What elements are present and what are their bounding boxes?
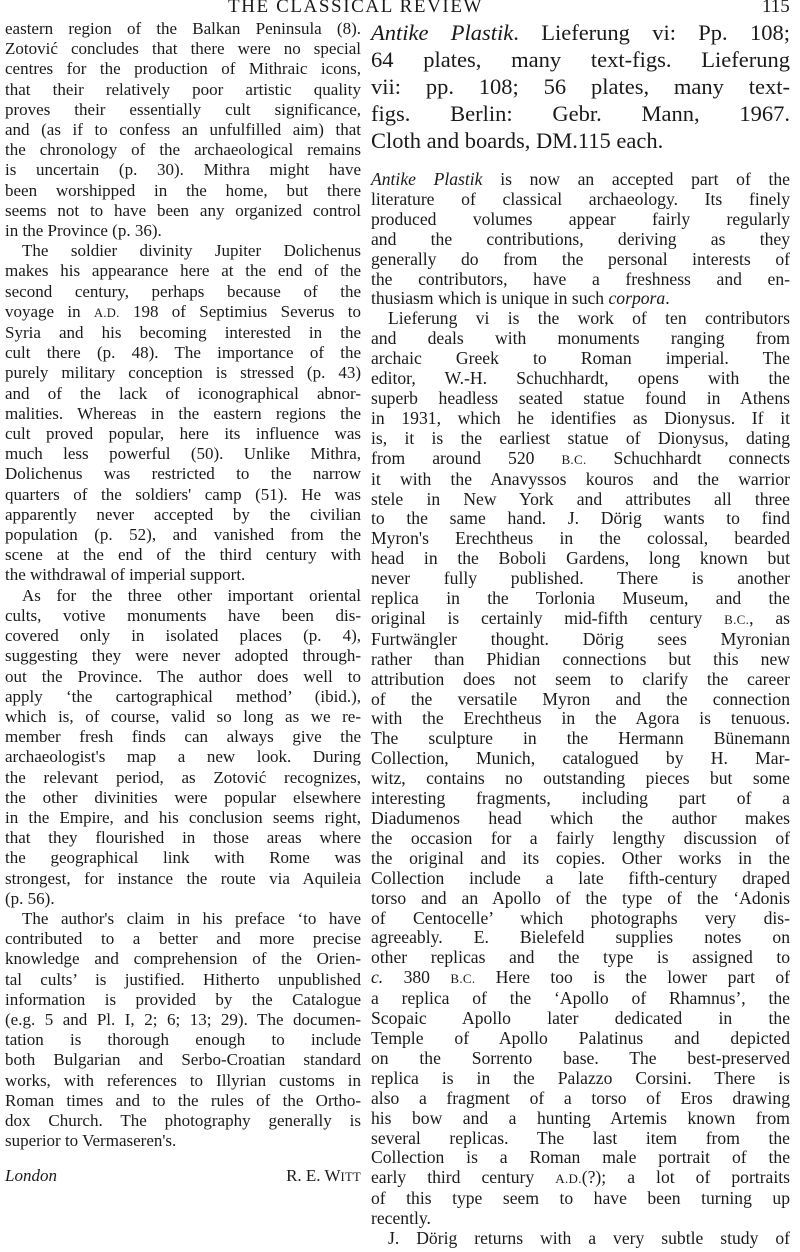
text-line: with the Erechtheus in the Agora is tenuous. — [371, 708, 790, 729]
text-line: purely military conception is stressed (p. 43) — [5, 363, 361, 383]
paragraph — [371, 1229, 790, 1249]
paragraph — [5, 241, 361, 585]
paragraph — [371, 170, 790, 309]
text-segment: . Lieferung vi: Pp. 108; — [513, 20, 790, 45]
text-segment: 198 of Septimius Severus to — [119, 301, 361, 321]
text-line — [371, 289, 790, 309]
text-line: quarters of the soldiers' camp (51). He was — [5, 484, 361, 504]
running-head — [0, 0, 800, 17]
text-line: Temple of Apollo Palatinus and depicted — [371, 1027, 790, 1048]
italic-text: corpora — [608, 288, 666, 309]
text-line: Collection is a Roman male portrait of the — [371, 1147, 790, 1168]
text-line: superior to Vermaseren's. — [5, 1131, 177, 1151]
text-segment: (?); a lot of portraits — [581, 1167, 790, 1188]
text-line: population (p. 52), and vanished from the — [5, 525, 361, 545]
text-segment: 380 — [383, 967, 451, 988]
small-caps-text: A.D. — [555, 1171, 582, 1187]
text-line — [371, 449, 790, 470]
text-line: which is, of course, valid so long as we re- — [5, 706, 361, 726]
text-line: in the Province (p. 36). — [5, 221, 162, 241]
text-line: the chronology of the archaeological remains — [5, 140, 361, 160]
text-line: that their relatively poor artistic quality — [5, 79, 361, 99]
text-line: Cloth and boards, DM.115 each. — [371, 128, 664, 153]
small-caps-text: B.C. — [724, 611, 750, 627]
text-line: apply ‘the cartographical method’ (ibid.), — [5, 686, 361, 706]
text-line: As for the three other important oriental — [22, 585, 361, 605]
text-line: stele in New York and attributes all three — [371, 488, 790, 509]
page-number: 115 — [762, 0, 790, 17]
text-line: (p. 56). — [5, 888, 55, 908]
text-line: the contributors, have a freshness and en- — [371, 268, 790, 289]
text-line: and of the lack of iconographical abnor- — [5, 383, 361, 403]
text-line: and (as if to confess an unfulfilled aim) that — [5, 120, 361, 140]
text-line: the other divinities were popular elsewhere — [5, 787, 361, 807]
text-segment: original is certainly mid-fifth century — [371, 607, 725, 628]
text-line: it with the Anavyssos kouros and the warrior — [371, 468, 790, 489]
text-line: several replicas. The last item from the — [371, 1127, 790, 1148]
text-line: head in the Boboli Gardens, long known but — [371, 548, 790, 569]
text-line — [371, 19, 790, 46]
text-line: Roman times and to the rules of the Ortho- — [5, 1090, 361, 1110]
italic-text: Antike Plastik — [371, 20, 514, 45]
text-line: knowledge and comprehension of the Orien- — [5, 949, 361, 969]
text-line: other replicas and the type is assigned to — [371, 947, 790, 968]
text-line: Myron's Erechtheus in the colossal, bearded — [371, 528, 790, 549]
text-line: both Bulgarian and Serbo-Croatian standard — [5, 1050, 361, 1070]
book-citation-heading — [371, 19, 790, 154]
text-line: attribution does not seem to clarify the career — [371, 668, 790, 689]
text-line: cult proved popular, here its influence was — [5, 424, 361, 444]
text-line: the occasion for a fairly lengthy discussion of — [371, 827, 790, 848]
text-segment: thusiasm which is unique in such — [371, 288, 609, 309]
text-segment: Here too is the lower part of — [475, 967, 791, 988]
text-line: in the Empire, and his conclusion seems right, — [5, 807, 361, 827]
text-line — [5, 302, 361, 323]
text-line: that they flourished in those areas where — [5, 828, 361, 848]
text-line: 64 plates, many text-figs. Lieferung — [371, 47, 790, 72]
text-segment: from around 520 — [371, 447, 562, 468]
text-line: vii: pp. 108; 56 plates, many text- — [371, 74, 790, 99]
text-line: tal cults’ is justified. Hitherto unpublished — [5, 969, 361, 989]
text-line: much less powerful (50). Unlike Mithra, — [5, 444, 361, 464]
text-line: Dolichenus was restricted to the narrow — [5, 464, 361, 484]
text-line: centres for the production of Mithraic icons, — [5, 59, 361, 79]
text-line: suggesting they were never adopted through- — [5, 646, 361, 666]
text-line: The sculpture in the Hermann Bünemann — [371, 728, 790, 749]
text-line: the relevant period, as Zotović recognizes, — [5, 767, 361, 787]
text-line: in 1931, which he identifies as Dionysus. If it — [371, 407, 790, 428]
text-segment: . — [665, 288, 670, 309]
text-line: Diadumenos head which the author makes — [371, 808, 790, 828]
text-line: of Centocelle’ which photographs very dis- — [371, 907, 790, 928]
text-line: rather than Phidian connections but this new — [371, 648, 790, 669]
text-line: Syria and his becoming interested in the — [5, 323, 361, 343]
text-line: the geographical link with Rome was — [5, 848, 361, 868]
text-segment: , as — [749, 607, 790, 628]
italic-text: c. — [371, 967, 384, 988]
text-line: of this type seem to have been turning up — [371, 1188, 790, 1209]
text-line: generally do from the personal interests of — [371, 248, 790, 269]
text-line: archaeologist's map a new look. During — [5, 747, 361, 767]
text-line: the original and its copies. Other works in the — [371, 847, 790, 868]
text-line: Collection, Munich, catalogued by H. Mar- — [371, 748, 790, 769]
text-line: of the versatile Myron and the connection — [371, 688, 790, 709]
text-line — [371, 170, 790, 190]
text-line: witz, contains no outstanding pieces but some — [371, 768, 790, 789]
text-line: to the same hand. J. Dörig wants to find — [371, 508, 790, 529]
text-line: malities. Whereas in the eastern regions the — [5, 403, 361, 423]
text-line: works, with references to Illyrian customs in — [5, 1070, 361, 1090]
text-line: Furtwängler thought. Dörig sees Myronian — [371, 628, 790, 649]
text-line: literature of classical archaeology. Its finely — [371, 188, 790, 209]
text-line: scene at the end of the third century with — [5, 545, 361, 565]
text-line: been worshipped in the home, but there — [5, 180, 361, 200]
text-line: cult there (p. 48). The importance of the — [5, 343, 361, 363]
text-line: on the Sorrento base. The best-preserved — [371, 1047, 790, 1068]
text-line — [371, 1168, 790, 1189]
text-line — [371, 968, 790, 989]
text-line: seems not to have been any organized control — [5, 200, 361, 220]
text-line: second century, perhaps because of the — [5, 281, 361, 301]
text-line: Lieferung vi is the work of ten contributors — [388, 308, 790, 329]
text-line: a replica of the ‘Apollo of Rhamnus’, the — [371, 988, 790, 1009]
text-segment: early third century — [371, 1167, 556, 1188]
text-line: archaic Greek to Roman imperial. The — [371, 348, 790, 369]
text-line: information is provided by the Catalogue — [5, 989, 361, 1009]
text-line: never fully published. There is another — [371, 568, 790, 589]
signature-place: London — [5, 1166, 57, 1185]
text-line: superb headless seated statue found in Athens — [371, 387, 790, 408]
text-line: covered only in isolated places (p. 4), — [5, 626, 361, 646]
small-caps-text: B.C. — [450, 971, 476, 987]
text-line: apparently never accepted by the civilian — [5, 504, 361, 524]
text-line: strongest, for instance the route via Aquileia — [5, 868, 361, 888]
text-segment: Schuchhardt connects — [586, 447, 790, 468]
text-line: his bow and a hunting Artemis known from — [371, 1107, 790, 1128]
text-line: out the Province. The author does well to — [5, 666, 361, 686]
text-line: is, it is the earliest statue of Dionysus, dating — [371, 427, 790, 448]
journal-title: THE CLASSICAL REVIEW — [228, 0, 484, 17]
text-line: member fresh finds can always give the — [5, 727, 361, 747]
text-line: dox Church. The photography generally is — [5, 1110, 361, 1130]
text-line: is uncertain (p. 30). Mithra might have — [5, 160, 361, 180]
text-line: Scopaic Apollo later dedicated in the — [371, 1008, 790, 1029]
text-line: recently. — [371, 1208, 431, 1229]
text-line: contributed to a better and more precise — [5, 929, 361, 949]
text-line: eastern region of the Balkan Peninsula (8). — [5, 19, 361, 38]
text-line: agreeably. E. Bielefeld supplies notes on — [371, 927, 790, 948]
text-line: figs. Berlin: Gebr. Mann, 1967. — [371, 101, 790, 126]
text-line: replica in the Torlonia Museum, and the — [371, 588, 790, 609]
italic-text: Antike Plastik — [371, 169, 483, 189]
author-initials: R. E. W — [286, 1166, 341, 1185]
text-line: Collection include a late fifth-century draped — [371, 867, 790, 888]
text-line: replica is in the Palazzo Corsini. There is — [371, 1067, 790, 1088]
text-line: cults, votive monuments have been dis- — [5, 605, 361, 625]
text-segment: is now an accepted part of the — [482, 169, 790, 189]
text-line: produced volumes appear fairly regularly — [371, 208, 790, 229]
text-line: interesting fragments, including part of a — [371, 788, 790, 809]
text-line: also a fragment of a torso of Eros drawing — [371, 1087, 790, 1108]
text-segment: voyage in — [5, 301, 94, 321]
text-line: editor, W.-H. Schuchhardt, opens with the — [371, 368, 790, 389]
text-line: and deals with monuments ranging from — [371, 328, 790, 349]
text-line — [371, 609, 790, 630]
paragraph — [5, 909, 361, 1151]
text-line: Zotović concludes that there were no special — [5, 39, 361, 59]
text-line: the withdrawal of imperial support. — [5, 565, 246, 585]
small-caps-text: A.D. — [93, 305, 120, 320]
author-surname-rest: ITT — [340, 1170, 361, 1184]
paragraph — [371, 309, 790, 1229]
paragraph — [5, 19, 361, 241]
text-line: The soldier divinity Jupiter Dolichenus — [22, 241, 361, 261]
text-line: and the contributions, deriving as they — [371, 228, 790, 249]
paragraph — [5, 586, 361, 909]
text-line: proves their essentially cult significance, — [5, 99, 361, 119]
left-column — [5, 19, 361, 1151]
text-line: The author's claim in his preface ‘to have — [22, 908, 361, 928]
text-line: torso and an Apollo of the type of the ‘Adonis — [371, 887, 790, 908]
signature-author — [286, 1166, 361, 1187]
text-line: tation is thorough enough to include — [5, 1030, 361, 1050]
text-line: J. Dörig returns with a very subtle study of — [388, 1228, 790, 1249]
text-line: makes his appearance here at the end of the — [5, 261, 361, 281]
text-line: (e.g. 5 and Pl. I, 2; 6; 13; 29). The documen- — [5, 1009, 361, 1029]
right-column — [371, 170, 790, 1249]
small-caps-text: B.C. — [561, 451, 587, 467]
